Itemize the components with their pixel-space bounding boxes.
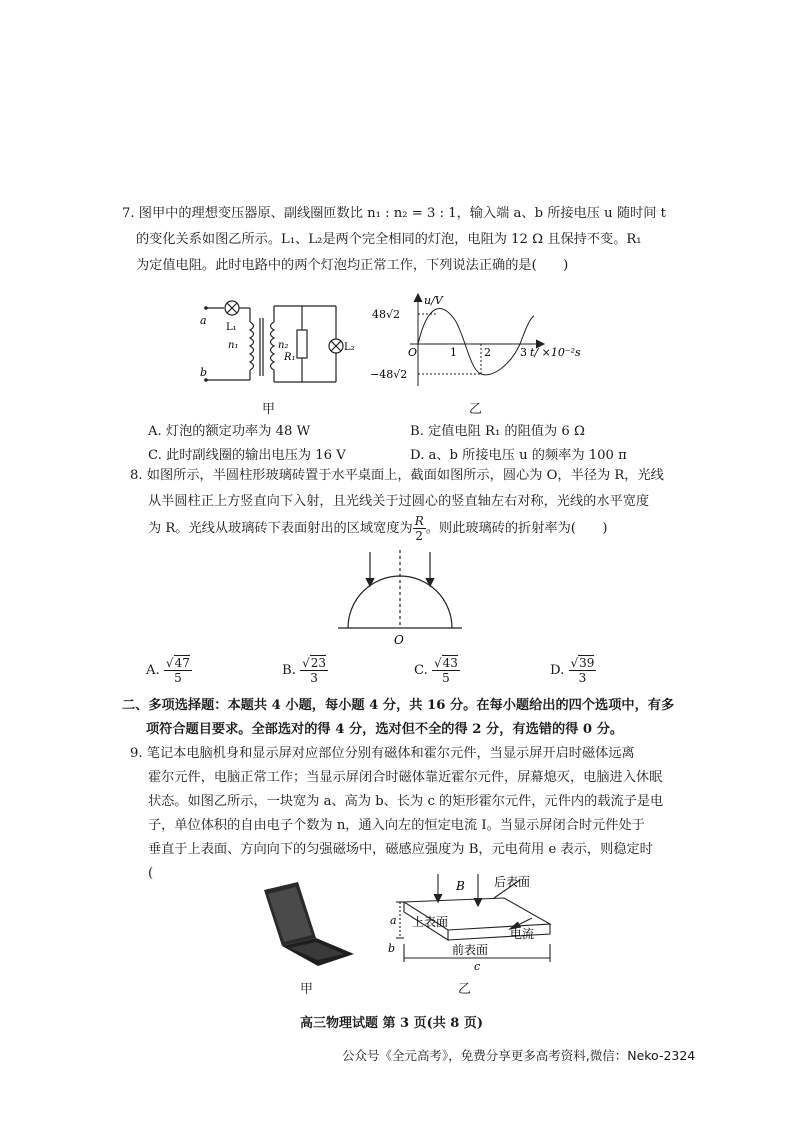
q7-option-c: C. 此时副线圈的输出电压为 16 V: [148, 448, 346, 463]
graph-caption: 乙: [469, 402, 483, 417]
q9-line-3: 状态。如图乙所示，一块宽为 a、高为 b、长为 c 的矩形霍尔元件，元件内的载流子是电: [148, 794, 664, 809]
q8-line-3-part-a: 为 R。光线从玻璃砖下表面射出的区域宽度为: [148, 521, 413, 536]
terminal-a-label: a: [200, 314, 207, 327]
front-surface-label: 前表面: [452, 943, 489, 957]
denominator: 5: [442, 671, 450, 685]
q8-option-c: C. $\frac{√43}{5}$: [414, 656, 458, 685]
q9-line-1: 9. 笔记本电脑机身和显示屏对应部位分别有磁体和霍尔元件，当显示屏开启时磁体远离: [130, 746, 635, 761]
laptop-caption: 甲: [300, 982, 314, 997]
section-2-heading-line-1: 二、多项选择题：本题共 4 小题，每小题 4 分，共 16 分。在每小题给出的四个选项中，有多: [122, 698, 675, 713]
n1-label: n₁: [228, 340, 239, 351]
radicand: 23: [310, 656, 327, 670]
denominator: 3: [578, 671, 587, 685]
q9-line-2: 霍尔元件，电脑正常工作；当显示屏闭合时磁体靠近霍尔元件，屏幕熄灭，电脑进入休眠: [148, 770, 663, 785]
r1-label: R₁: [284, 352, 296, 363]
terminal-b-label: b: [200, 366, 208, 379]
q7-option-d: D. a、b 所接电压 u 的频率为 100 π: [410, 448, 627, 463]
voltage-graph: [370, 290, 600, 390]
option-letter: A.: [146, 663, 160, 678]
section-2-heading-line-2: 项符合题目要求。全部选对的得 4 分，选对但不全的得 2 分，有选错的得 0 分。: [146, 722, 624, 737]
fraction-denominator: 2: [415, 529, 424, 543]
option-letter: C.: [414, 663, 428, 678]
graph-tick-1: 1: [450, 346, 457, 359]
top-surface-label: 上表面: [412, 915, 449, 929]
q8-option-b: B. $\frac{√23}{3}$: [282, 656, 327, 685]
circuit-diagram: [198, 296, 355, 392]
option-letter: D.: [550, 663, 565, 678]
q7-line-2: 的变化关系如图乙所示。L₁、L₂是两个完全相同的灯泡，电阻为 12 Ω 且保持不变。R₁: [136, 232, 642, 247]
graph-ylabel: u/V: [424, 294, 443, 307]
q8-option-a: A. $\frac{√47}{5}$: [146, 656, 190, 685]
semicircle-origin-label: O: [394, 633, 404, 647]
graph-tick-3: 3: [520, 346, 527, 359]
q8-option-d: D. $\frac{√39}{3}$: [550, 656, 595, 685]
graph-tick-2: 2: [484, 346, 491, 359]
q7-line-3: 为定值电阻。此时电路中的两个灯泡均正常工作，下列说法正确的是( ): [136, 258, 569, 273]
fraction-numerator: R: [414, 514, 424, 528]
radicand: 39: [579, 656, 595, 670]
q8-line-3: [148, 514, 607, 543]
n2-label: n₂: [278, 340, 289, 351]
q8-line-1: 8. 如图所示，半圆柱形玻璃砖置于水平桌面上，截面如图所示，圆心为 O，半径为 R，光线: [130, 468, 664, 483]
q9-line-4: 子，单位体积的自由电子个数为 n，通入向左的恒定电流 I。当显示屏闭合时元件处于: [148, 818, 645, 833]
b-field-label: B: [456, 879, 465, 893]
width-a-label: a: [390, 914, 397, 927]
circuit-caption: 甲: [262, 402, 276, 417]
q9-line-6: (: [148, 866, 154, 881]
length-c-label: c: [474, 960, 481, 973]
current-label: 电流: [510, 927, 535, 941]
radicand: 43: [442, 656, 458, 670]
graph-origin: O: [408, 346, 418, 359]
graph-ymin: −48√2: [370, 368, 408, 381]
hall-element-caption: 乙: [458, 982, 472, 997]
option-letter: B.: [282, 663, 296, 678]
radicand: 47: [174, 656, 190, 670]
denominator: 3: [310, 671, 318, 685]
graph-xlabel: t/ ×10⁻²s: [530, 346, 581, 359]
page-footer: 高三物理试题 第 3 页(共 8 页): [300, 1016, 484, 1031]
laptop-figure: [258, 880, 358, 972]
back-surface-label: 后表面: [494, 875, 531, 889]
q7-line-1: 7. 图甲中的理想变压器原、副线圈匝数比 n₁ : n₂ = 3 : 1，输入端 a、b 所接电压 u 随时间 t: [122, 206, 666, 221]
lamp-l1-label: L₁: [226, 322, 237, 333]
q8-line-2: 从半圆柱正上方竖直向下入射，且光线关于过圆心的竖直轴左右对称，光线的水平宽度: [148, 494, 650, 509]
height-b-label: b: [388, 942, 396, 955]
q8-line-3-part-b: 。则此玻璃砖的折射率为( ): [425, 521, 608, 536]
graph-ymax: 48√2: [372, 308, 401, 321]
q9-line-5: 垂直于上表面、方向向下的匀强磁场中，磁感应强度为 B，元电荷用 e 表示，则稳定时: [148, 842, 653, 857]
q7-option-b: B. 定值电阻 R₁ 的阻值为 6 Ω: [410, 424, 585, 439]
semicircle-glass-diagram: [330, 548, 470, 648]
lamp-l2-label: L₂: [344, 342, 355, 353]
denominator: 5: [174, 671, 182, 685]
hall-element-diagram: [382, 872, 558, 976]
watermark-text: 公众号《全元高考》，免费分享更多高考资料,微信：Neko-2324: [342, 1048, 696, 1063]
q8-width-fraction: [413, 514, 426, 543]
q7-option-a: A. 灯泡的额定功率为 48 W: [148, 424, 311, 439]
